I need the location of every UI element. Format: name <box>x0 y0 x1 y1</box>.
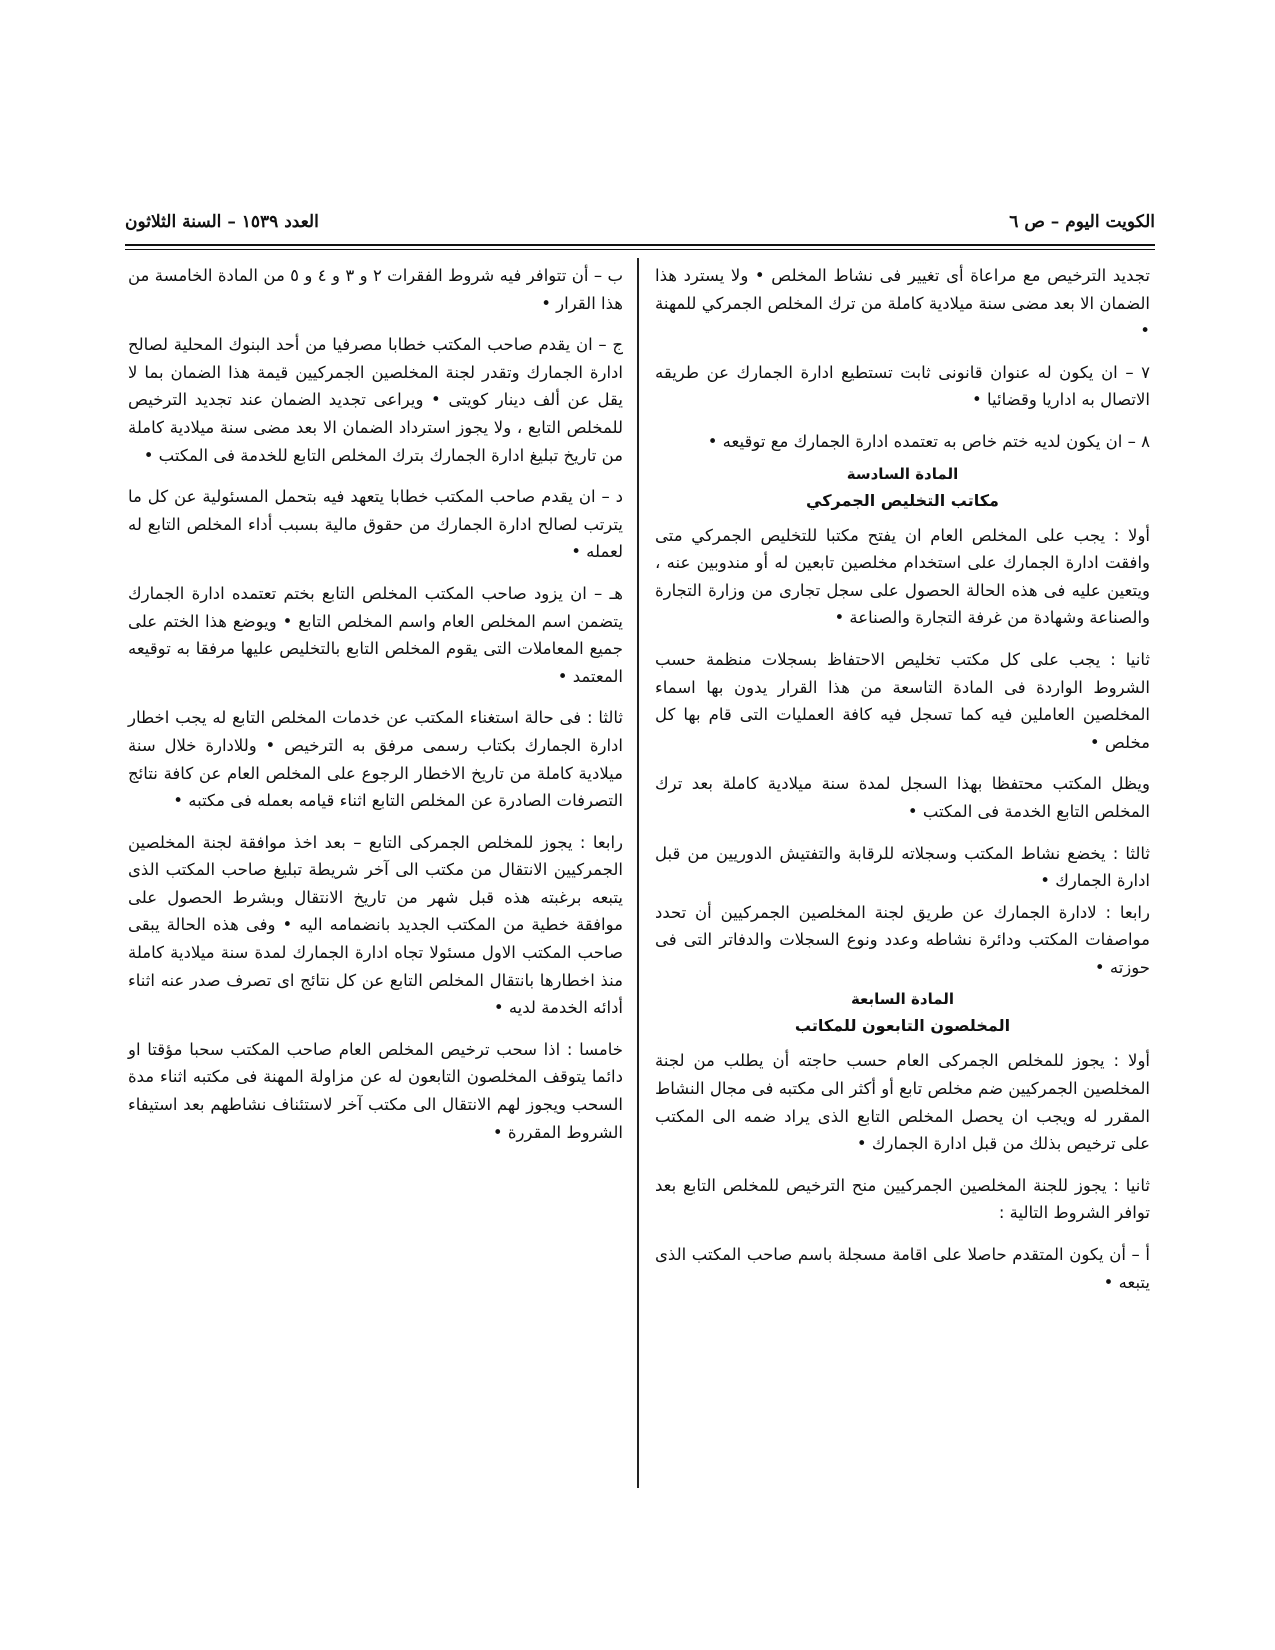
article-title: المخلصون التابعون للمكاتب <box>794 1016 1011 1036</box>
header-rule-thick <box>125 244 1155 246</box>
paragraph: رابعا : يجوز للمخلص الجمركى التابع – بعد اخذ موافقة لجنة المخلصين الجمركيين الانتقال من مكتب الى آخر شريطة تبليغ صاحب المكتب الذى يتبعه برغبته هذه قبل شهر من تاريخ الانتقال وبشرط الحصول على موافقة خطية من المكتب الجديد بانضمامه اليه • وفى هذه الحالة يبقى صاحب المكتب الاول مسئولا تجاه ادارة الجمارك لمدة سنة ميلادية كاملة منذ اخطارها بانتقال المخلص التابع عن كل نتائج اى تصرف صدر عنه اثناء أدائه الخدمة لديه • <box>128 832 623 1018</box>
paragraph: أ – أن يكون المتقدم حاصلا على اقامة مسجلة باسم صاحب المكتب الذى يتبعه • <box>655 1245 1150 1292</box>
paragraph: هـ – ان يزود صاحب المكتب المخلص التابع بختم تعتمده ادارة الجمارك يتضمن اسم المخلص العام واسم المخلص التابع • ويوضع هذا الختم على جميع المعاملات التى يقوم المخلص التابع بالتخليص عليها مرفقا به توقيعه المعتمد • <box>128 583 623 686</box>
left-column <box>128 262 623 1160</box>
header-issue-year: العدد ١٥٣٩ – السنة الثلاثون <box>125 212 319 232</box>
right-column <box>655 262 1150 1310</box>
paragraph: ويظل المكتب محتفظا بهذا السجل لمدة سنة ميلادية كاملة بعد ترك المخلص التابع الخدمة فى المكتب • <box>655 774 1150 821</box>
paragraph: رابعا : لادارة الجمارك عن طريق لجنة المخلصين الجمركيين أن تحدد مواصفات المكتب ودائرة نشاطه وعدد ونوع السجلات والدفاتر التى فى حوزته • <box>655 902 1150 977</box>
header-publication-page: الكويت اليوم – ص ٦ <box>1009 212 1155 232</box>
page-header <box>125 212 1155 242</box>
paragraph: ب – أن تتوافر فيه شروط الفقرات ٢ و ٣ و ٤ و ٥ من المادة الخامسة من هذا القرار • <box>128 266 623 313</box>
paragraph: ثانيا : يجب على كل مكتب تخليص الاحتفاظ بسجلات منظمة حسب الشروط الواردة فى المادة التاسعة من هذا القرار يدون بها اسماء المخلصين العاملين فيه كما تسجل فيه كافة العمليات التى قام بها كل مخلص • <box>655 649 1150 752</box>
paragraph: أولا : يجب على المخلص العام ان يفتح مكتبا للتخليص الجمركي متى وافقت ادارة الجمارك على استخدام مخلصين تابعين له أو مندوبين عنه ، ويتعين عليه فى هذه الحالة الحصول على سجل تجارى من وزارة التجارة والصناعة وشهادة من غرفة التجارة والصناعة • <box>655 525 1150 628</box>
header-rule-thin <box>125 249 1155 250</box>
article-number: المادة السادسة <box>846 464 959 483</box>
paragraph: ثالثا : يخضع نشاط المكتب وسجلاته للرقابة والتفتيش الدوريين من قبل ادارة الجمارك • <box>655 843 1150 891</box>
paragraph: تجديد الترخيص مع مراعاة أى تغيير فى نشاط المخلص • ولا يسترد هذا الضمان الا بعد مضى سنة ميلادية كاملة من ترك المخلص الجمركي للمهنة • <box>655 266 1150 341</box>
article-title: مكاتب التخليص الجمركي <box>806 490 999 510</box>
article-number: المادة السابعة <box>850 990 955 1009</box>
column-separator <box>637 258 639 1488</box>
paragraph: ٧ – ان يكون له عنوان قانونى ثابت تستطيع ادارة الجمارك عن طريقه الاتصال به اداريا وقضائيا • <box>655 362 1150 410</box>
paragraph: ٨ – ان يكون لديه ختم خاص به تعتمده ادارة الجمارك مع توقيعه • <box>707 431 1150 451</box>
paragraph: أولا : يجوز للمخلص الجمركى العام حسب حاجته أن يطلب من لجنة المخلصين الجمركيين ضم مخلص تابع أو أكثر الى مكتبه فى مجال النشاط المقرر له ويجب ان يحصل المخلص التابع الذى يراد ضمه الى المكتب على ترخيص بذلك من قبل ادارة الجمارك • <box>655 1051 1150 1154</box>
paragraph: خامسا : اذا سحب ترخيص المخلص العام صاحب المكتب سحبا مؤقتا او دائما يتوقف المخلصون التابعون له عن مزاولة المهنة فى مكتبه اثناء مدة السحب ويجوز لهم الانتقال الى مكتب آخر لاستئناف نشاطهم بعد استيفاء الشروط المقررة • <box>128 1039 623 1142</box>
paragraph: د – ان يقدم صاحب المكتب خطابا يتعهد فيه بتحمل المسئولية عن كل ما يترتب لصالح ادارة الجمارك من حقوق مالية بسبب أداء المخلص التابع له لعمله • <box>128 487 623 562</box>
paragraph: ثالثا : فى حالة استغناء المكتب عن خدمات المخلص التابع له يجب اخطار ادارة الجمارك بكتاب رسمى مرفق به الترخيص • وللادارة خلال سنة ميلادية كاملة من تاريخ الاخطار الرجوع على المخلص العام عن كافة نتائج التصرفات الصادرة عن المخلص التابع اثناء قيامه بعمله فى مكتبه • <box>128 708 623 811</box>
paragraph: ثانيا : يجوز للجنة المخلصين الجمركيين منح الترخيص للمخلص التابع بعد توافر الشروط التالية : <box>655 1175 1150 1223</box>
paragraph: ج – ان يقدم صاحب المكتب خطابا مصرفيا من أحد البنوك المحلية لصالح ادارة الجمارك وتقدر لجنة المخلصين الجمركيين قيمة هذا الضمان بما لا يقل عن ألف دينار كويتى • ويراعى تجديد الضمان عند تجديد الترخيص للمخلص التابع ، ولا يجوز استرداد الضمان الا بعد مضى سنة ميلادية كاملة من تاريخ تبليغ ادارة الجمارك بترك المخلص التابع للخدمة فى المكتب • <box>128 335 623 465</box>
